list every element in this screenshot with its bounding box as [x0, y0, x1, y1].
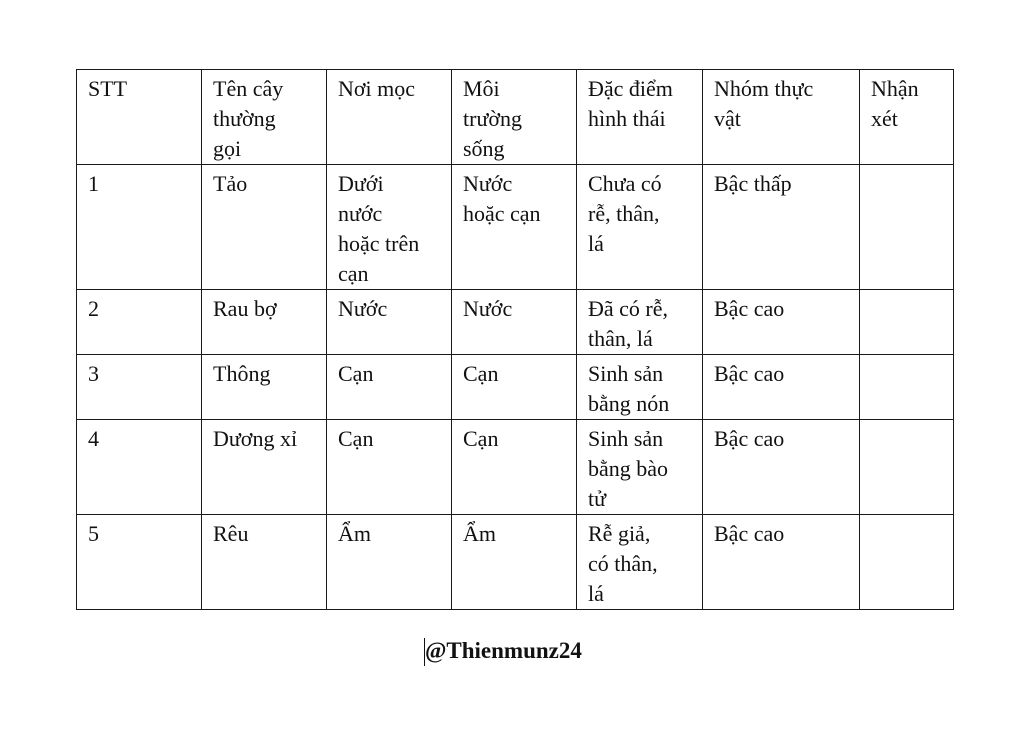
- table-cell: 4: [77, 420, 202, 515]
- author-watermark: @Thienmunz24: [425, 638, 582, 663]
- table-cell: Nước: [327, 290, 452, 355]
- header-cell-stt: STT: [77, 70, 202, 165]
- table-cell: Bậc thấp: [703, 165, 860, 290]
- table-cell: Cạn: [327, 420, 452, 515]
- header-cell-plant-group: Nhóm thực vật: [703, 70, 860, 165]
- table-header-row: [77, 70, 954, 165]
- table-cell: Thông: [202, 355, 327, 420]
- table-cell: Bậc cao: [703, 515, 860, 610]
- table-cell: [860, 420, 954, 515]
- table-cell: Cạn: [452, 420, 577, 515]
- table-row: [77, 290, 954, 355]
- table-cell: Dương xỉ: [202, 420, 327, 515]
- header-cell-morphology: Đặc điểm hình thái: [577, 70, 703, 165]
- table-cell: Bậc cao: [703, 420, 860, 515]
- table-cell: Rêu: [202, 515, 327, 610]
- header-cell-common-name: Tên cây thường gọi: [202, 70, 327, 165]
- table-cell: [860, 515, 954, 610]
- table-cell: Tảo: [202, 165, 327, 290]
- table-cell: Nước hoặc cạn: [452, 165, 577, 290]
- table-cell: 3: [77, 355, 202, 420]
- table-cell: Bậc cao: [703, 355, 860, 420]
- table-cell: Rễ giả, có thân, lá: [577, 515, 703, 610]
- table-cell: Chưa có rễ, thân, lá: [577, 165, 703, 290]
- table-cell: Dưới nước hoặc trên cạn: [327, 165, 452, 290]
- table-cell: 5: [77, 515, 202, 610]
- table-row: [77, 355, 954, 420]
- header-cell-habitat: Môi trường sống: [452, 70, 577, 165]
- table-cell: Cạn: [452, 355, 577, 420]
- table-cell: Đã có rễ, thân, lá: [577, 290, 703, 355]
- header-cell-remarks: Nhận xét: [860, 70, 954, 165]
- header-cell-growing-place: Nơi mọc: [327, 70, 452, 165]
- table-cell: Ẩm: [452, 515, 577, 610]
- table-cell: [860, 165, 954, 290]
- plant-classification-table: [76, 69, 954, 610]
- table-cell: Nước: [452, 290, 577, 355]
- table-row: [77, 420, 954, 515]
- table-cell: Ẩm: [327, 515, 452, 610]
- table-cell: Sinh sản bằng nón: [577, 355, 703, 420]
- table-cell: 2: [77, 290, 202, 355]
- table-cell: Sinh sản bằng bào tử: [577, 420, 703, 515]
- table-cell: Bậc cao: [703, 290, 860, 355]
- table-cell: [860, 290, 954, 355]
- table-cell: Cạn: [327, 355, 452, 420]
- table-cell: 1: [77, 165, 202, 290]
- table-cell: Rau bợ: [202, 290, 327, 355]
- table-cell: [860, 355, 954, 420]
- table-row: [77, 515, 954, 610]
- table-row: [77, 165, 954, 290]
